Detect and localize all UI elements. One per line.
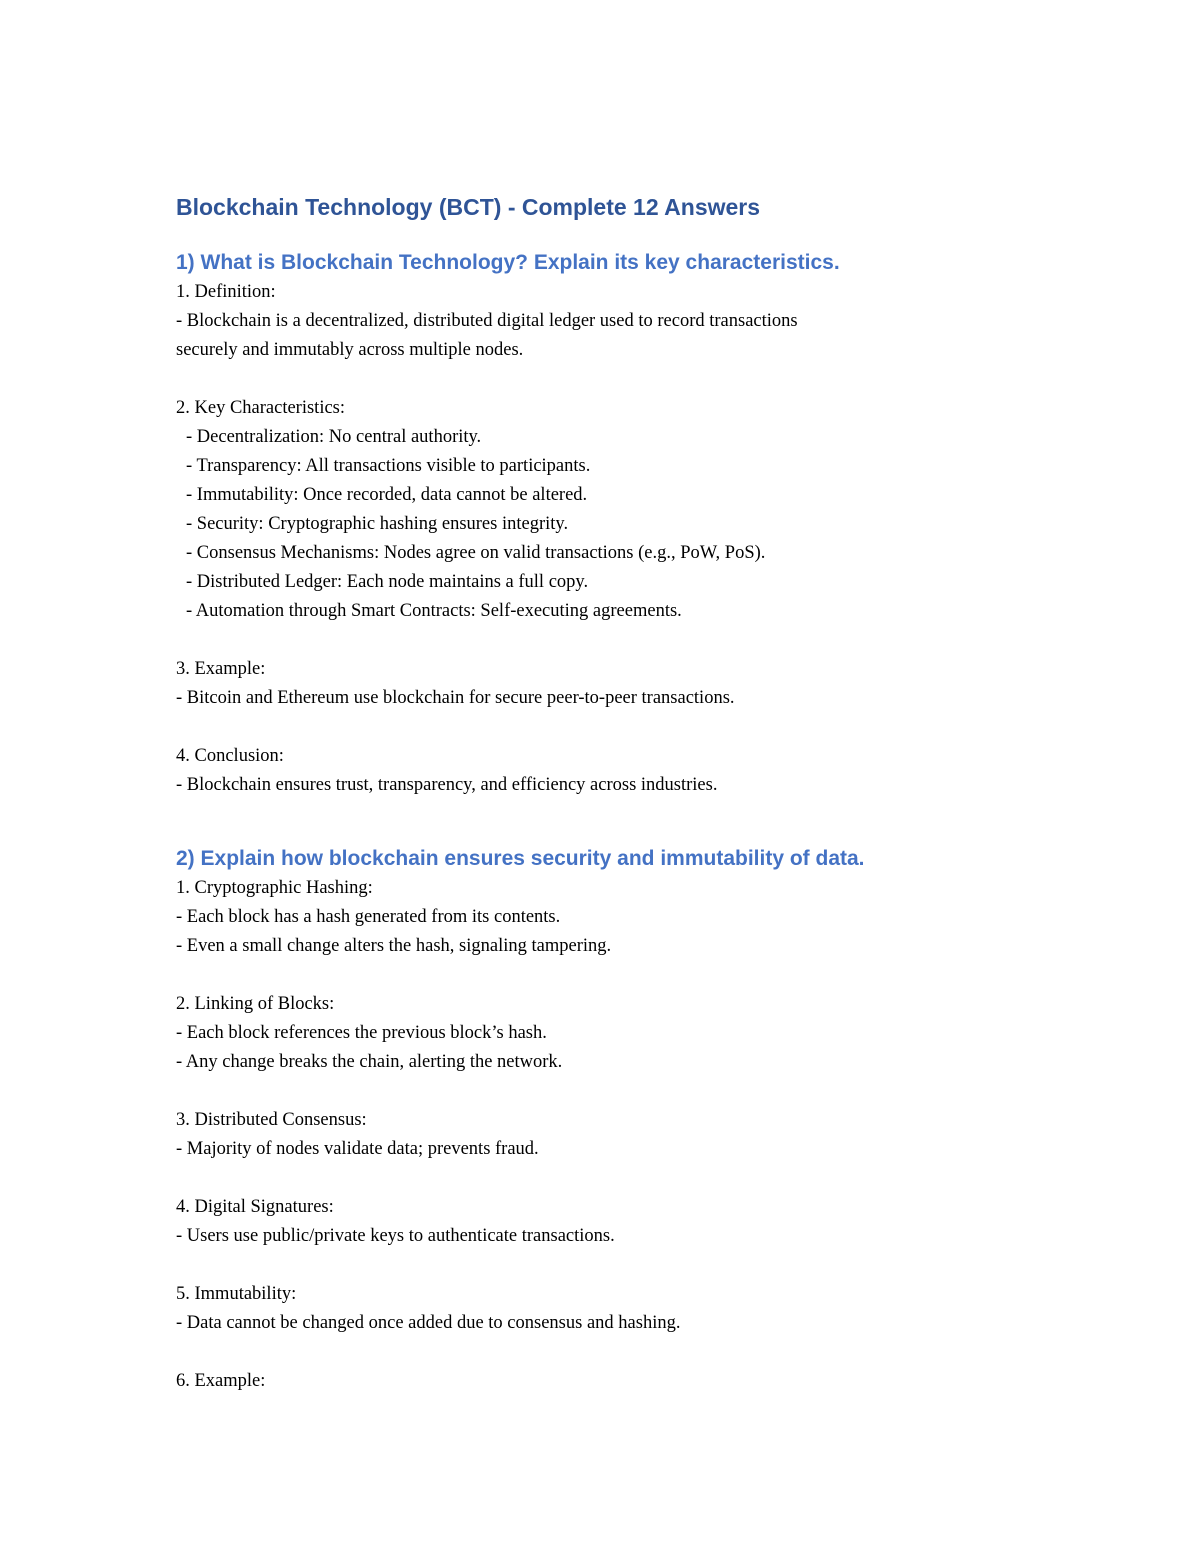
question-2 <box>176 844 1036 1396</box>
q2-signatures-line: - Users use public/private keys to authenticate transactions. <box>176 1226 615 1246</box>
q2-consensus-section <box>176 1106 1036 1164</box>
q2-signatures-label: 4. Digital Signatures: <box>176 1197 334 1217</box>
spacer <box>176 1164 1036 1193</box>
spacer <box>176 1251 1036 1280</box>
q1-characteristic-item: - Consensus Mechanisms: Nodes agree on valid transactions (e.g., PoW, PoS). <box>186 543 766 563</box>
q2-hashing-line-1: - Each block has a hash generated from its contents. <box>176 907 561 927</box>
q1-characteristic-item: - Automation through Smart Contracts: Self-executing agreements. <box>186 601 682 621</box>
q2-hashing-line-2: - Even a small change alters the hash, signaling tampering. <box>176 936 612 956</box>
q2-immutability-label: 5. Immutability: <box>176 1284 297 1304</box>
q1-characteristic-item: - Distributed Ledger: Each node maintains a full copy. <box>186 572 589 592</box>
q1-characteristics-label: 2. Key Characteristics: <box>176 398 346 418</box>
q1-example-label: 3. Example: <box>176 659 266 679</box>
q2-signatures-section <box>176 1193 1036 1251</box>
q1-conclusion-section <box>176 742 1036 800</box>
q1-characteristic-item: - Decentralization: No central authority. <box>186 427 482 447</box>
spacer <box>176 1077 1036 1106</box>
q2-consensus-line: - Majority of nodes validate data; prevents fraud. <box>176 1139 539 1159</box>
q1-example-line: - Bitcoin and Ethereum use blockchain for secure peer-to-peer transactions. <box>176 688 735 708</box>
spacer <box>176 222 1036 248</box>
q2-hashing-section <box>176 874 1036 961</box>
q2-hashing-label: 1. Cryptographic Hashing: <box>176 878 373 898</box>
spacer <box>176 1338 1036 1367</box>
q2-immutability-section <box>176 1280 1036 1338</box>
q1-characteristic-item: - Transparency: All transactions visible to participants. <box>186 456 591 476</box>
spacer <box>176 961 1036 990</box>
document-title: Blockchain Technology (BCT) - Complete 12 Answers <box>176 194 761 220</box>
q1-definition-label: 1. Definition: <box>176 282 276 302</box>
q1-definition-section <box>176 278 1036 365</box>
spacer <box>176 365 1036 394</box>
q2-linking-line-1: - Each block references the previous block’s hash. <box>176 1023 547 1043</box>
spacer <box>176 713 1036 742</box>
q2-linking-section <box>176 990 1036 1077</box>
document-body <box>176 192 1036 1396</box>
q1-characteristic-item: - Security: Cryptographic hashing ensures integrity. <box>186 514 569 534</box>
q1-example-section <box>176 655 1036 713</box>
q2-linking-label: 2. Linking of Blocks: <box>176 994 335 1014</box>
question-1 <box>176 248 1036 800</box>
q2-example-section <box>176 1367 1036 1396</box>
q2-example-label: 6. Example: <box>176 1371 266 1391</box>
q1-definition-line-2: securely and immutably across multiple nodes. <box>176 340 524 360</box>
spacer <box>176 800 1036 844</box>
q1-characteristic-item: - Immutability: Once recorded, data cannot be altered. <box>186 485 588 505</box>
q1-conclusion-line: - Blockchain ensures trust, transparency, and efficiency across industries. <box>176 775 718 795</box>
q1-definition-line-1: - Blockchain is a decentralized, distributed digital ledger used to record transactions <box>176 311 798 331</box>
q1-characteristics-section <box>176 394 1036 626</box>
spacer <box>176 626 1036 655</box>
question-2-heading: 2) Explain how blockchain ensures security and immutability of data. <box>176 847 865 870</box>
q1-conclusion-label: 4. Conclusion: <box>176 746 284 766</box>
q2-immutability-line: - Data cannot be changed once added due to consensus and hashing. <box>176 1313 681 1333</box>
q2-linking-line-2: - Any change breaks the chain, alerting the network. <box>176 1052 563 1072</box>
question-1-heading: 1) What is Blockchain Technology? Explain its key characteristics. <box>176 251 840 274</box>
q2-consensus-label: 3. Distributed Consensus: <box>176 1110 367 1130</box>
